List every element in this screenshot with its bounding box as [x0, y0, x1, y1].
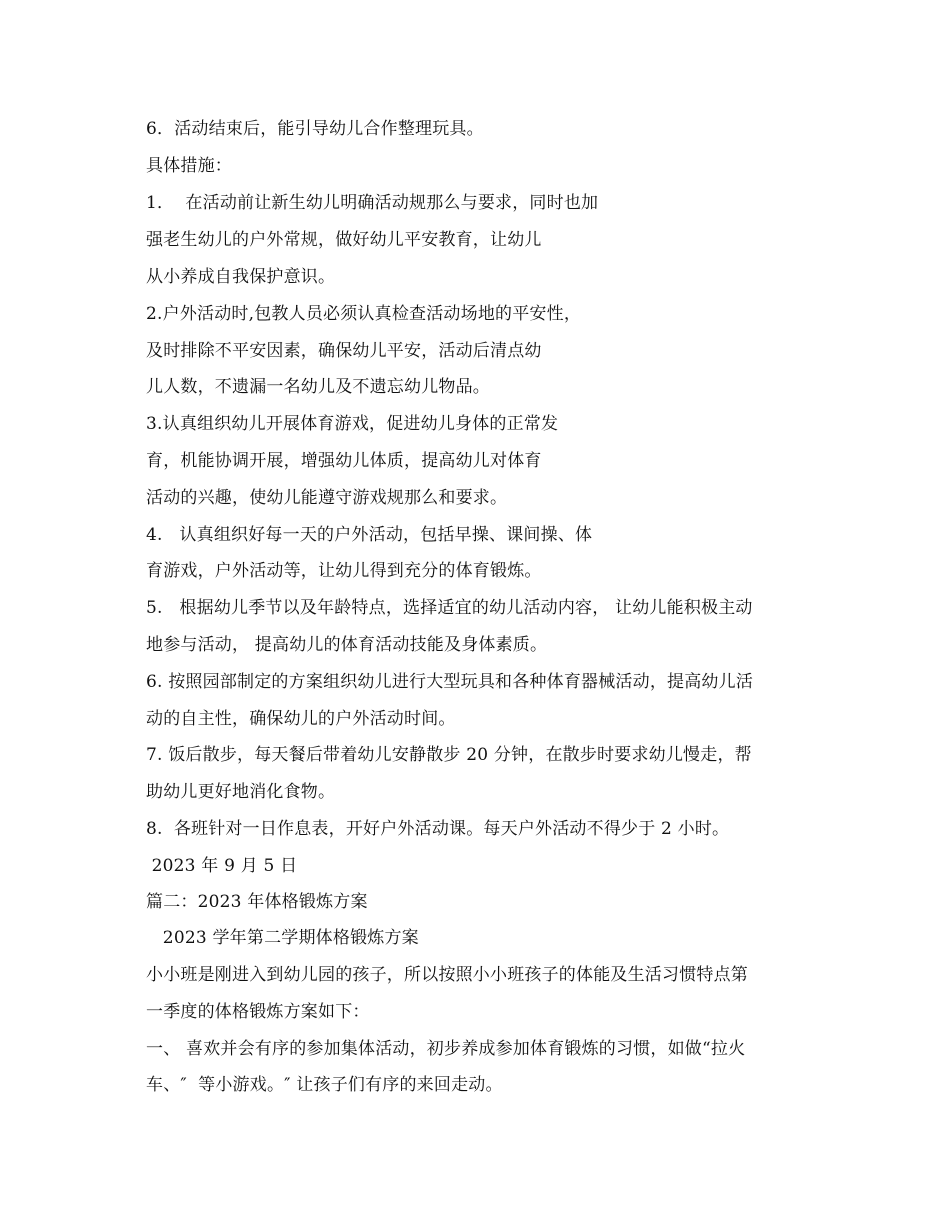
text-line: 具体措施：: [146, 156, 232, 176]
text-line: 6．活动结束后，能引导幼儿合作整理玩具。: [146, 119, 484, 139]
text-line: 地参与活动， 提高幼儿的体育活动技能及身体素质。: [146, 635, 548, 655]
text-line: 5. 根据幼儿季节以及年龄特点，选择适宜的幼儿活动内容， 让幼儿能积极主动: [146, 598, 753, 618]
text-line: 活动的兴趣，使幼儿能遵守游戏规那么和要求。: [146, 488, 508, 508]
text-line: 从小养成自我保护意识。: [146, 267, 336, 287]
text-line: 小小班是刚进入到幼儿园的孩子，所以按照小小班孩子的体能及生活习惯特点第: [146, 965, 748, 985]
text-line: 育游戏，户外活动等，让幼儿得到充分的体育锻炼。: [146, 561, 542, 581]
text-line: 6. 按照园部制定的方案组织幼儿进行大型玩具和各种体育器械活动，提高幼儿活: [146, 672, 754, 692]
text-line: 育，机能协调开展，增强幼儿体质，提高幼儿对体育: [146, 451, 542, 471]
text-line: 助幼儿更好地消化食物。: [146, 782, 336, 802]
plan-title: 2023 学年第二学期体格锻炼方案: [146, 928, 419, 948]
date-line: 2023 年 9 月 5 日: [146, 856, 298, 876]
text-line: 4. 认真组织好每一天的户外活动，包括早操、课间操、体: [146, 525, 593, 545]
text-line: 一季度的体格锻炼方案如下：: [146, 1002, 370, 1022]
text-line: 车、″ 等小游戏。″ 让孩子们有序的来回走动。: [146, 1075, 503, 1095]
section-heading: 篇二：2023 年体格锻炼方案: [146, 892, 368, 912]
text-line: 及时排除不平安因素，确保幼儿平安，活动后清点幼: [146, 341, 542, 361]
text-line: 儿人数，不遗漏一名幼儿及不遗忘幼儿物品。: [146, 377, 490, 397]
text-line: 8. 各班针对一日作息表，开好户外活动课。每天户外活动不得少于 2 小时。: [146, 819, 730, 839]
text-line: 动的自主性，确保幼儿的户外活动时间。: [146, 709, 456, 729]
text-line: 3.认真组织幼儿开展体育游戏，促进幼儿身体的正常发: [146, 414, 559, 434]
text-line: 7. 饭后散步，每天餐后带着幼儿安静散步 20 分钟，在散步时要求幼儿慢走，帮: [146, 745, 752, 765]
text-line: 1． 在活动前让新生幼儿明确活动规那么与要求，同时也加: [146, 193, 599, 213]
text-line: 一、 喜欢并会有序的参加集体活动，初步养成参加体育锻炼的习惯，如做“拉火: [146, 1039, 746, 1059]
text-line: 强老生幼儿的户外常规，做好幼儿平安教育，让幼儿: [146, 230, 542, 250]
text-line: 2.户外活动时,包教人员必须认真检查活动场地的平安性，: [146, 304, 582, 324]
